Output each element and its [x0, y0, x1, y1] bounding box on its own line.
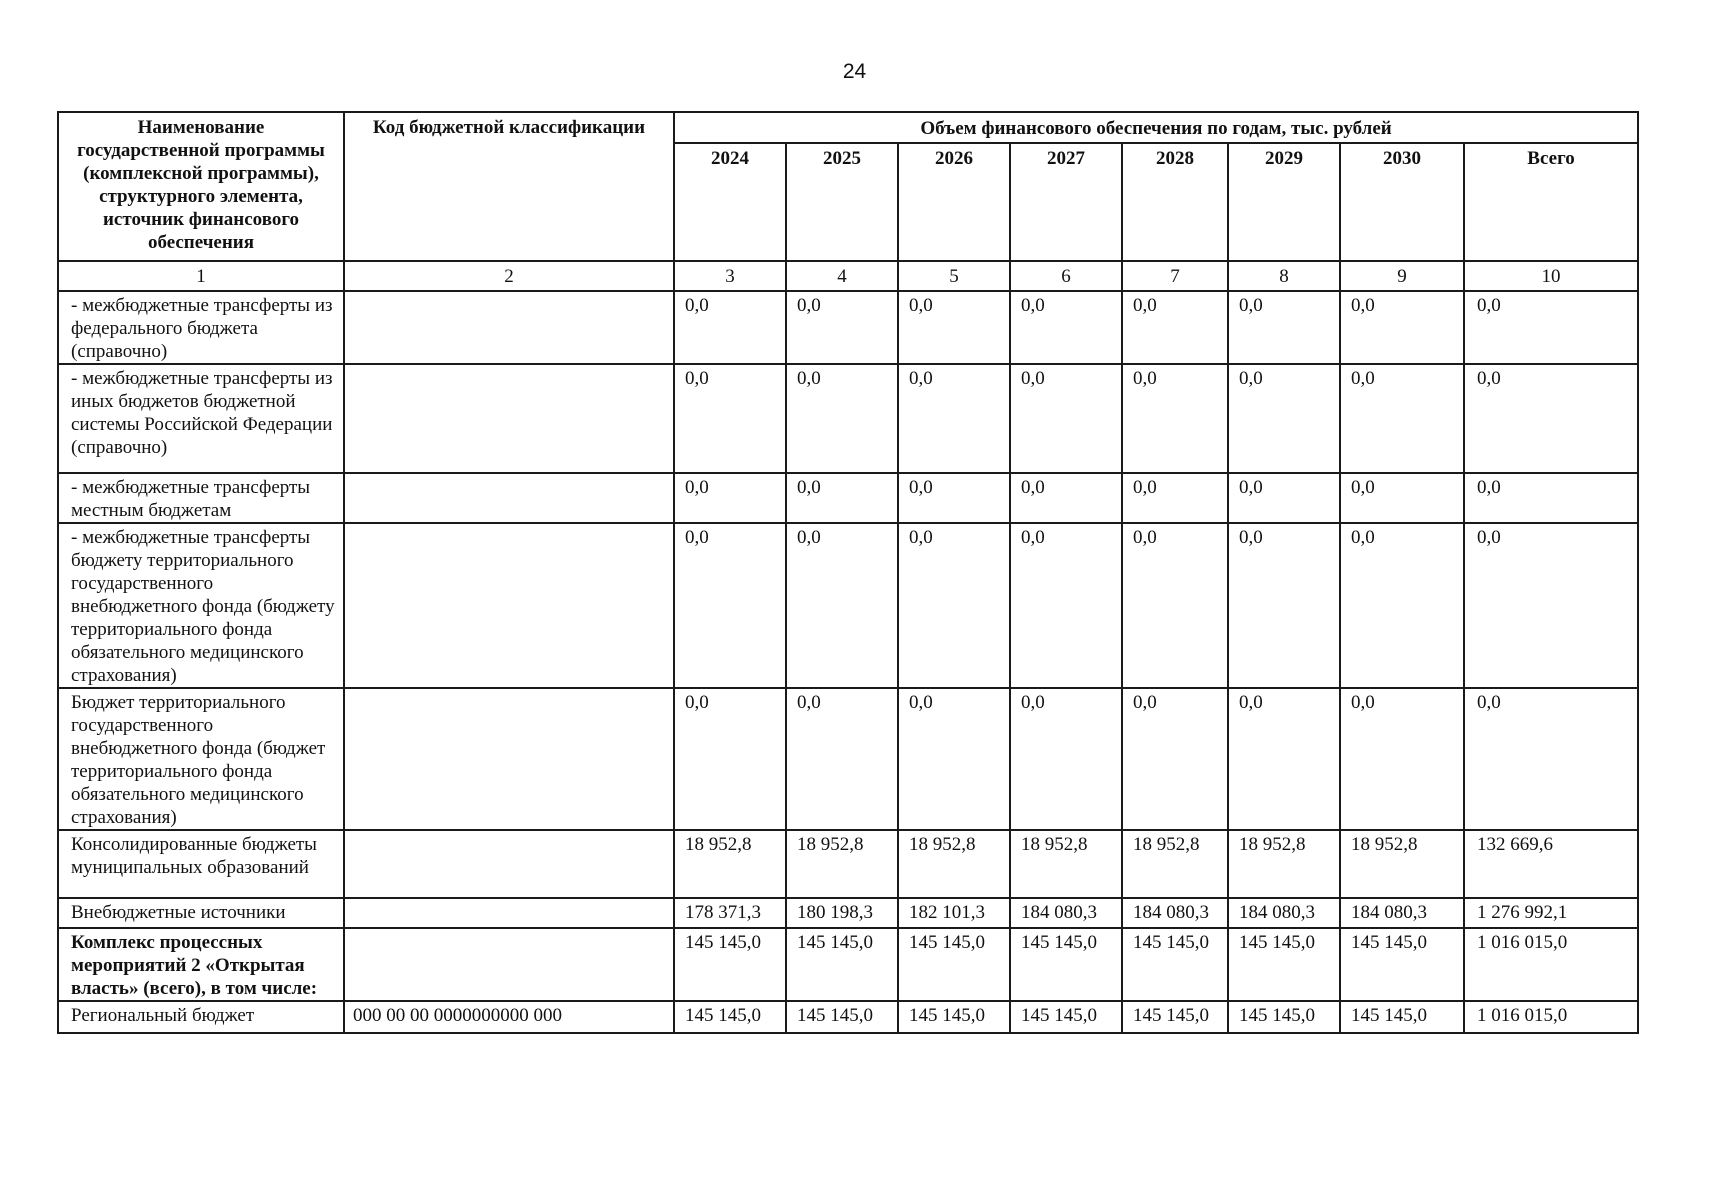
row-value-total: 132 669,6	[1464, 830, 1638, 898]
row-value-2028: 0,0	[1122, 473, 1228, 523]
row-value-2025: 0,0	[786, 523, 898, 688]
row-value-2030: 0,0	[1340, 688, 1464, 830]
row-name: - межбюджетные трансферты из иных бюджетов бюджетной системы Российской Федерации (справочно)	[58, 364, 344, 473]
column-numbers-row	[58, 261, 1638, 291]
row-value-2026: 145 145,0	[898, 928, 1010, 1001]
column-number: 9	[1340, 261, 1464, 291]
row-value-2029: 145 145,0	[1228, 1001, 1340, 1033]
header-year-2027: 2027	[1010, 143, 1122, 261]
header-total: Всего	[1464, 143, 1638, 261]
row-value-2026: 0,0	[898, 364, 1010, 473]
data-rows	[58, 291, 1638, 1033]
row-value-2029: 0,0	[1228, 473, 1340, 523]
row-budget-code	[344, 898, 674, 928]
row-value-2030: 0,0	[1340, 473, 1464, 523]
table-row	[58, 830, 1638, 898]
row-name: Региональный бюджет	[58, 1001, 344, 1033]
row-budget-code: 000 00 00 0000000000 000	[344, 1001, 674, 1033]
row-value-2029: 0,0	[1228, 291, 1340, 364]
row-value-2028: 0,0	[1122, 688, 1228, 830]
row-value-2029: 0,0	[1228, 688, 1340, 830]
row-value-2024: 0,0	[674, 473, 786, 523]
column-number: 6	[1010, 261, 1122, 291]
page-number: 24	[842, 60, 867, 83]
row-value-2025: 0,0	[786, 291, 898, 364]
row-name: Внебюджетные источники	[58, 898, 344, 928]
row-value-2028: 145 145,0	[1122, 928, 1228, 1001]
row-value-2030: 145 145,0	[1340, 928, 1464, 1001]
row-value-2030: 184 080,3	[1340, 898, 1464, 928]
row-value-2026: 145 145,0	[898, 1001, 1010, 1033]
row-value-2028: 18 952,8	[1122, 830, 1228, 898]
row-budget-code	[344, 291, 674, 364]
row-value-2029: 0,0	[1228, 364, 1340, 473]
row-name: - межбюджетные трансферты бюджету территориального государственного внебюджетного фонда (бюджету территориального фонда обязательного медицинского страхования)	[58, 523, 344, 688]
column-number: 10	[1464, 261, 1638, 291]
row-value-2028: 0,0	[1122, 523, 1228, 688]
table-row	[58, 1001, 1638, 1033]
row-value-2027: 145 145,0	[1010, 1001, 1122, 1033]
column-number: 7	[1122, 261, 1228, 291]
row-value-total: 0,0	[1464, 688, 1638, 830]
row-budget-code	[344, 364, 674, 473]
row-value-2027: 18 952,8	[1010, 830, 1122, 898]
header-year-2026: 2026	[898, 143, 1010, 261]
row-value-2029: 184 080,3	[1228, 898, 1340, 928]
column-number: 5	[898, 261, 1010, 291]
row-value-2025: 180 198,3	[786, 898, 898, 928]
row-value-2027: 0,0	[1010, 291, 1122, 364]
row-value-2027: 0,0	[1010, 473, 1122, 523]
row-value-2026: 182 101,3	[898, 898, 1010, 928]
row-value-2026: 18 952,8	[898, 830, 1010, 898]
header-year-2028: 2028	[1122, 143, 1228, 261]
row-value-2027: 0,0	[1010, 364, 1122, 473]
header-row-top	[58, 112, 1638, 143]
row-budget-code	[344, 523, 674, 688]
table-row	[58, 291, 1638, 364]
row-value-2030: 18 952,8	[1340, 830, 1464, 898]
row-value-2026: 0,0	[898, 473, 1010, 523]
header-volume-group: Объем финансового обеспечения по годам, тыс. рублей	[674, 112, 1638, 143]
financing-table	[57, 111, 1639, 1034]
row-name: - межбюджетные трансферты из федерального бюджета (справочно)	[58, 291, 344, 364]
row-value-2027: 0,0	[1010, 688, 1122, 830]
table-row	[58, 364, 1638, 473]
row-value-2025: 0,0	[786, 473, 898, 523]
header-year-2025: 2025	[786, 143, 898, 261]
row-value-total: 0,0	[1464, 523, 1638, 688]
row-value-2025: 0,0	[786, 688, 898, 830]
header-year-2029: 2029	[1228, 143, 1340, 261]
row-name: - межбюджетные трансферты местным бюджетам	[58, 473, 344, 523]
row-value-2030: 0,0	[1340, 364, 1464, 473]
header-name: Наименование государственной программы (комплексной программы), структурного элемента, источник финансового обеспечения	[58, 112, 344, 261]
row-value-total: 0,0	[1464, 291, 1638, 364]
row-value-2028: 0,0	[1122, 364, 1228, 473]
row-value-2030: 0,0	[1340, 291, 1464, 364]
table-row	[58, 688, 1638, 830]
row-budget-code	[344, 473, 674, 523]
row-name: Консолидированные бюджеты муниципальных образований	[58, 830, 344, 898]
row-value-2026: 0,0	[898, 523, 1010, 688]
row-value-2026: 0,0	[898, 291, 1010, 364]
row-value-2030: 0,0	[1340, 523, 1464, 688]
row-budget-code	[344, 830, 674, 898]
row-value-2030: 145 145,0	[1340, 1001, 1464, 1033]
header-code: Код бюджетной классификации	[344, 112, 674, 261]
table-row	[58, 928, 1638, 1001]
row-value-2024: 0,0	[674, 291, 786, 364]
row-value-2029: 145 145,0	[1228, 928, 1340, 1001]
column-number: 4	[786, 261, 898, 291]
row-name: Комплекс процессных мероприятий 2 «Открытая власть» (всего), в том числе:	[58, 928, 344, 1001]
column-number: 3	[674, 261, 786, 291]
row-value-2024: 0,0	[674, 688, 786, 830]
row-value-2026: 0,0	[898, 688, 1010, 830]
row-value-total: 1 016 015,0	[1464, 928, 1638, 1001]
column-number: 1	[58, 261, 344, 291]
row-value-2024: 0,0	[674, 364, 786, 473]
column-number: 8	[1228, 261, 1340, 291]
row-value-total: 0,0	[1464, 473, 1638, 523]
row-budget-code	[344, 928, 674, 1001]
column-number: 2	[344, 261, 674, 291]
row-value-2024: 145 145,0	[674, 928, 786, 1001]
row-value-2028: 145 145,0	[1122, 1001, 1228, 1033]
row-value-2027: 0,0	[1010, 523, 1122, 688]
row-value-2024: 0,0	[674, 523, 786, 688]
header-year-2024: 2024	[674, 143, 786, 261]
row-value-2024: 145 145,0	[674, 1001, 786, 1033]
row-value-2028: 0,0	[1122, 291, 1228, 364]
row-value-2025: 0,0	[786, 364, 898, 473]
row-value-total: 1 276 992,1	[1464, 898, 1638, 928]
row-budget-code	[344, 688, 674, 830]
row-value-2025: 145 145,0	[786, 928, 898, 1001]
row-value-2027: 145 145,0	[1010, 928, 1122, 1001]
row-value-2028: 184 080,3	[1122, 898, 1228, 928]
row-value-2025: 18 952,8	[786, 830, 898, 898]
header-year-2030: 2030	[1340, 143, 1464, 261]
row-value-2025: 145 145,0	[786, 1001, 898, 1033]
row-value-2024: 178 371,3	[674, 898, 786, 928]
table-row	[58, 523, 1638, 688]
row-value-total: 0,0	[1464, 364, 1638, 473]
row-value-2027: 184 080,3	[1010, 898, 1122, 928]
row-value-total: 1 016 015,0	[1464, 1001, 1638, 1033]
row-name: Бюджет территориального государственного внебюджетного фонда (бюджет территориального фонда обязательного медицинского страхования)	[58, 688, 344, 830]
row-value-2029: 18 952,8	[1228, 830, 1340, 898]
table-row	[58, 898, 1638, 928]
row-value-2024: 18 952,8	[674, 830, 786, 898]
table-row	[58, 473, 1638, 523]
row-value-2029: 0,0	[1228, 523, 1340, 688]
